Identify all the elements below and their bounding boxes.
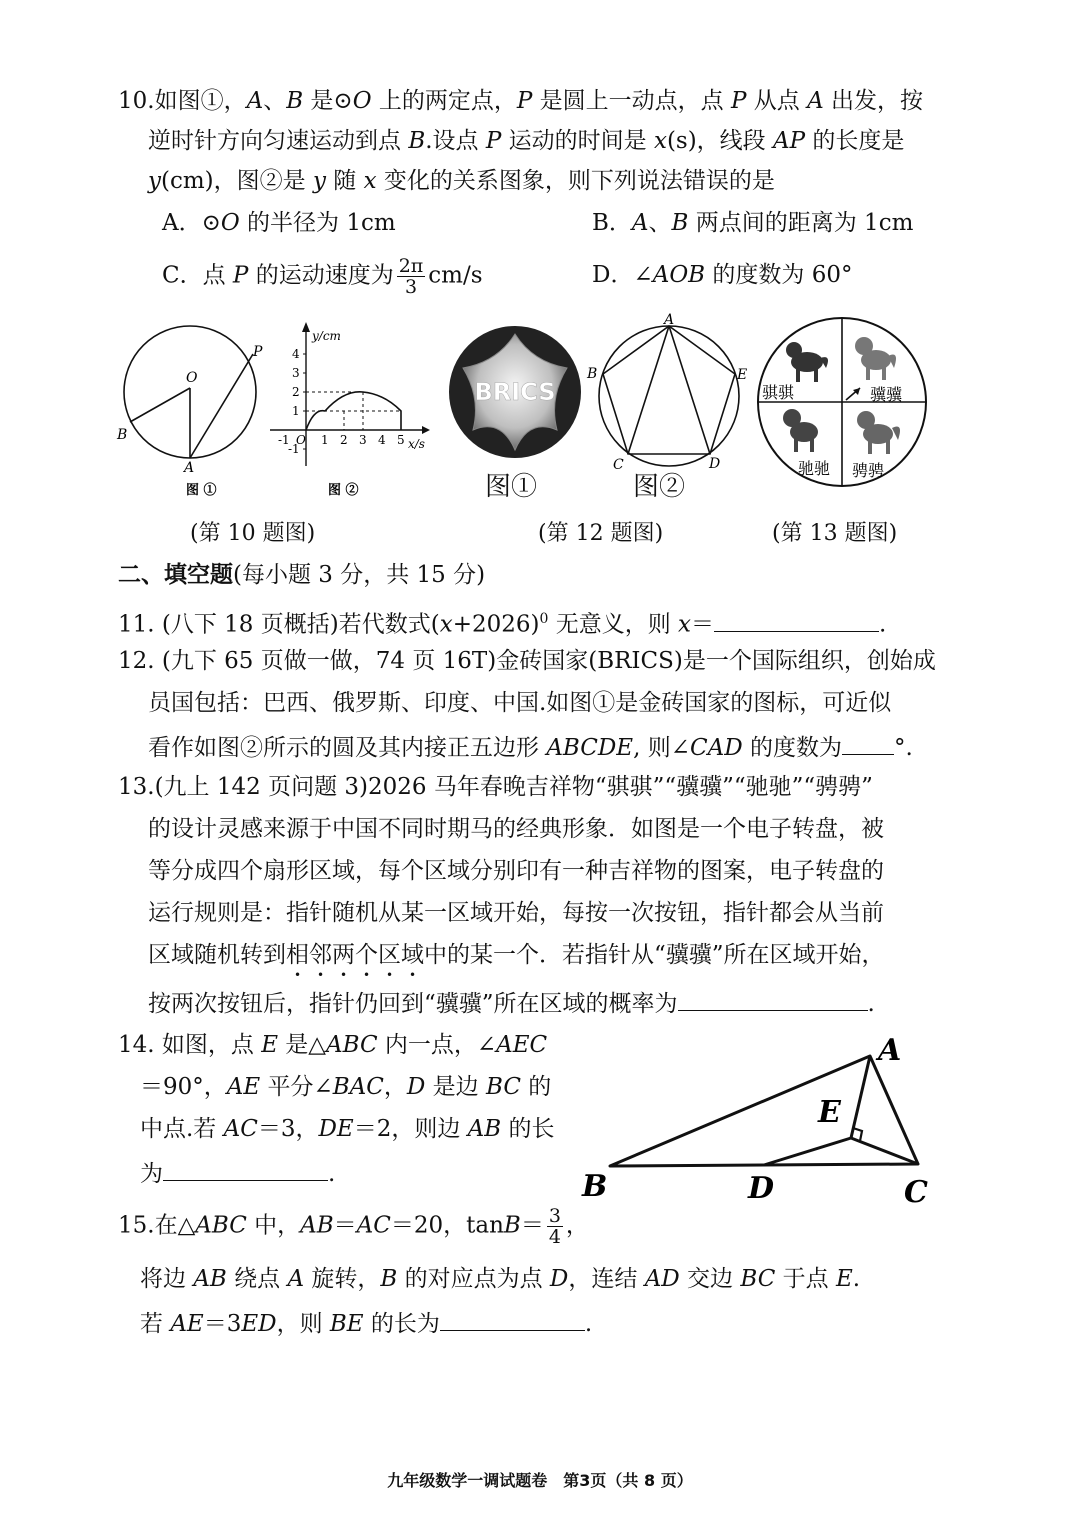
xtick-neg1: -1 bbox=[278, 433, 290, 447]
q12-line1: 12. (九下 65 页做一做，74 页 16T)金砖国家(BRICS)是一个国际组织，创始成 bbox=[118, 648, 936, 674]
label-c: C bbox=[613, 457, 624, 473]
ytick-4: 4 bbox=[292, 347, 300, 361]
q11: 11. (八下 18 页概括)若代数式$(x+2026)^0$ 无意义，则 x＝ . bbox=[118, 604, 886, 640]
q13-line3: 等分成四个扇形区域，每个区域分别印有一种吉祥物的图案，电子转盘的 bbox=[148, 858, 884, 884]
sector-label-chichi: 驰驰 bbox=[798, 459, 831, 478]
sector-label-chengcheng: 骋骋 bbox=[852, 461, 885, 480]
fig12-caption-2: 图② bbox=[633, 472, 686, 502]
x-axis-arrow bbox=[422, 426, 430, 434]
q13-line5: 区域随机转到相邻两个区域中的某一个．若指针从“骥骥”所在区域开始， bbox=[148, 942, 885, 968]
label-a: A bbox=[878, 1033, 902, 1068]
fig14-triangle bbox=[576, 1030, 936, 1210]
q15-answer-blank[interactable] bbox=[440, 1306, 585, 1331]
q10-option-d: D．∠AOB 的度数为 60° bbox=[592, 262, 853, 288]
fig12-caption: (第 12 题图) bbox=[538, 521, 664, 546]
q14-answer-blank[interactable] bbox=[163, 1156, 328, 1181]
label-c: C bbox=[904, 1175, 928, 1210]
label-a: A bbox=[664, 312, 675, 328]
page-footer: 九年级数学一调试题卷 第3页（共 8 页） bbox=[387, 1471, 693, 1490]
q12-answer-blank[interactable] bbox=[842, 730, 894, 755]
xtick-origin: O bbox=[296, 433, 306, 447]
q10-line2: 逆时针方向匀速运动到点 B.设点 P 运动的时间是 x(s)，线段 AP 的长度是 bbox=[148, 128, 905, 154]
fraction-3-over-4: $\frac{3}{4}$ bbox=[548, 1205, 561, 1248]
fig13-spinner bbox=[752, 314, 932, 494]
label-e: E bbox=[737, 367, 748, 383]
segment-ae bbox=[851, 1056, 870, 1138]
x-axis-label: x/s bbox=[408, 437, 425, 451]
q10-line1: 10.如图①，A、B 是⊙O 上的两定点，P 是圆上一动点，点 P 从点 A 出发，按 bbox=[118, 88, 924, 114]
q10-option-c: C．点 P 的运动速度为 $\frac{2\pi}{3}$ cm/s bbox=[162, 255, 483, 298]
segment-ad bbox=[669, 326, 710, 454]
ytick-2: 2 bbox=[292, 385, 300, 399]
y-axis-arrow bbox=[302, 322, 310, 332]
xtick-4: 4 bbox=[378, 433, 386, 447]
q13-line2: 的设计灵感来源于中国不同时期马的经典形象．如图是一个电子转盘，被 bbox=[148, 816, 884, 842]
xtick-1: 1 bbox=[321, 433, 329, 447]
label-b: B bbox=[117, 427, 128, 443]
y-axis-label: y/cm bbox=[312, 329, 341, 343]
q14-line4: 为 . bbox=[140, 1156, 335, 1189]
fig12-caption-1: 图① bbox=[485, 472, 538, 502]
sector-label-qiqi: 骐骐 bbox=[762, 383, 795, 402]
segment-ap bbox=[190, 354, 253, 458]
q10-line3: y(cm)，图②是 y 随 x 变化的关系图象，则下列说法错误的是 bbox=[148, 168, 775, 194]
mascot-jiji-icon bbox=[855, 337, 896, 380]
fig10-caption-2: 图 ② bbox=[328, 483, 359, 498]
q13-answer-blank[interactable] bbox=[678, 986, 868, 1011]
mascot-chichi-icon bbox=[783, 409, 818, 452]
label-b: B bbox=[582, 1169, 608, 1204]
q13-line4: 运行规则是：指针随机从某一区域开始，每按一次按钮，指针都会从当前 bbox=[148, 900, 884, 926]
fraction-2pi-over-3: $\frac{2\pi}{3}$ bbox=[398, 255, 424, 298]
q14-line2: ＝90°，AE 平分∠BAC，D 是边 BC 的 bbox=[140, 1074, 552, 1100]
q11-answer-blank[interactable] bbox=[714, 607, 879, 632]
segment-ob bbox=[130, 388, 190, 422]
q12-line3: 看作如图②所示的圆及其内接正五边形 ABCDE, 则∠CAD 的度数为 °. bbox=[148, 730, 913, 763]
q13-line1: 13.(九上 142 页问题 3)2026 马年春晚吉祥物“骐骐”“骥骥”“驰驰”“骋骋” bbox=[118, 774, 873, 800]
label-d: D bbox=[748, 1171, 775, 1206]
q10-option-b: B．A、B 两点间的距离为 1cm bbox=[592, 210, 914, 236]
fig12-brics-logo bbox=[445, 322, 585, 462]
segment-ac bbox=[628, 326, 669, 454]
label-p: P bbox=[253, 344, 263, 360]
ytick-1: 1 bbox=[292, 404, 300, 418]
q10-option-a: A．⊙O 的半径为 1cm bbox=[162, 210, 396, 236]
q12-line2: 员国包括：巴西、俄罗斯、印度、中国.如图①是金砖国家的图标，可近似 bbox=[148, 690, 892, 716]
sector-label-jiji: 骥骥 bbox=[870, 385, 903, 404]
fig13-caption: (第 13 题图) bbox=[772, 521, 898, 546]
mascot-qiqi-icon bbox=[786, 342, 828, 382]
label-o: O bbox=[186, 370, 198, 386]
fig10-caption: (第 10 题图) bbox=[190, 521, 316, 546]
triangle-abc bbox=[610, 1056, 918, 1166]
logo-text: BRICS bbox=[474, 378, 556, 406]
q14-line1: 14. 如图，点 E 是△ABC 内一点，∠AEC bbox=[118, 1032, 548, 1058]
xtick-5: 5 bbox=[397, 433, 405, 447]
q14-line3: 中点.若 AC＝3，DE＝2，则边 AB 的长 bbox=[140, 1116, 555, 1142]
ytick-neg1: -1 bbox=[288, 442, 300, 456]
q15-line3: 若 AE＝3ED，则 BE 的长为 . bbox=[140, 1306, 592, 1339]
segment-de bbox=[764, 1138, 851, 1165]
fig10-circle-diagram bbox=[110, 318, 270, 498]
q13-line6: 按两次按钮后，指针仍回到“骥骥”所在区域的概率为 . bbox=[148, 986, 875, 1019]
label-e: E bbox=[818, 1095, 841, 1130]
fig10-graph bbox=[262, 318, 432, 498]
label-b: B bbox=[587, 366, 598, 382]
q15-line1: 15.在△ABC 中，AB＝AC＝20，tanB＝ $\frac{3}{4}$ ， bbox=[118, 1205, 589, 1248]
label-a: A bbox=[184, 460, 195, 476]
q15-line2: 将边 AB 绕点 A 旋转，B 的对应点为点 D，连结 AD 交边 BC 于点 E. bbox=[140, 1266, 861, 1292]
label-d: D bbox=[709, 456, 721, 472]
fig12-pentagon-diagram bbox=[585, 312, 755, 492]
ytick-3: 3 bbox=[292, 366, 300, 380]
pentagon-abcde bbox=[603, 326, 735, 454]
circumcircle bbox=[599, 326, 739, 466]
mascot-chengcheng-icon bbox=[857, 411, 900, 454]
section2-heading: 二、填空题(每小题 3 分，共 15 分) bbox=[118, 561, 486, 588]
xtick-2: 2 bbox=[340, 433, 348, 447]
xtick-3: 3 bbox=[359, 433, 367, 447]
fig10-caption-1: 图 ① bbox=[186, 483, 217, 498]
